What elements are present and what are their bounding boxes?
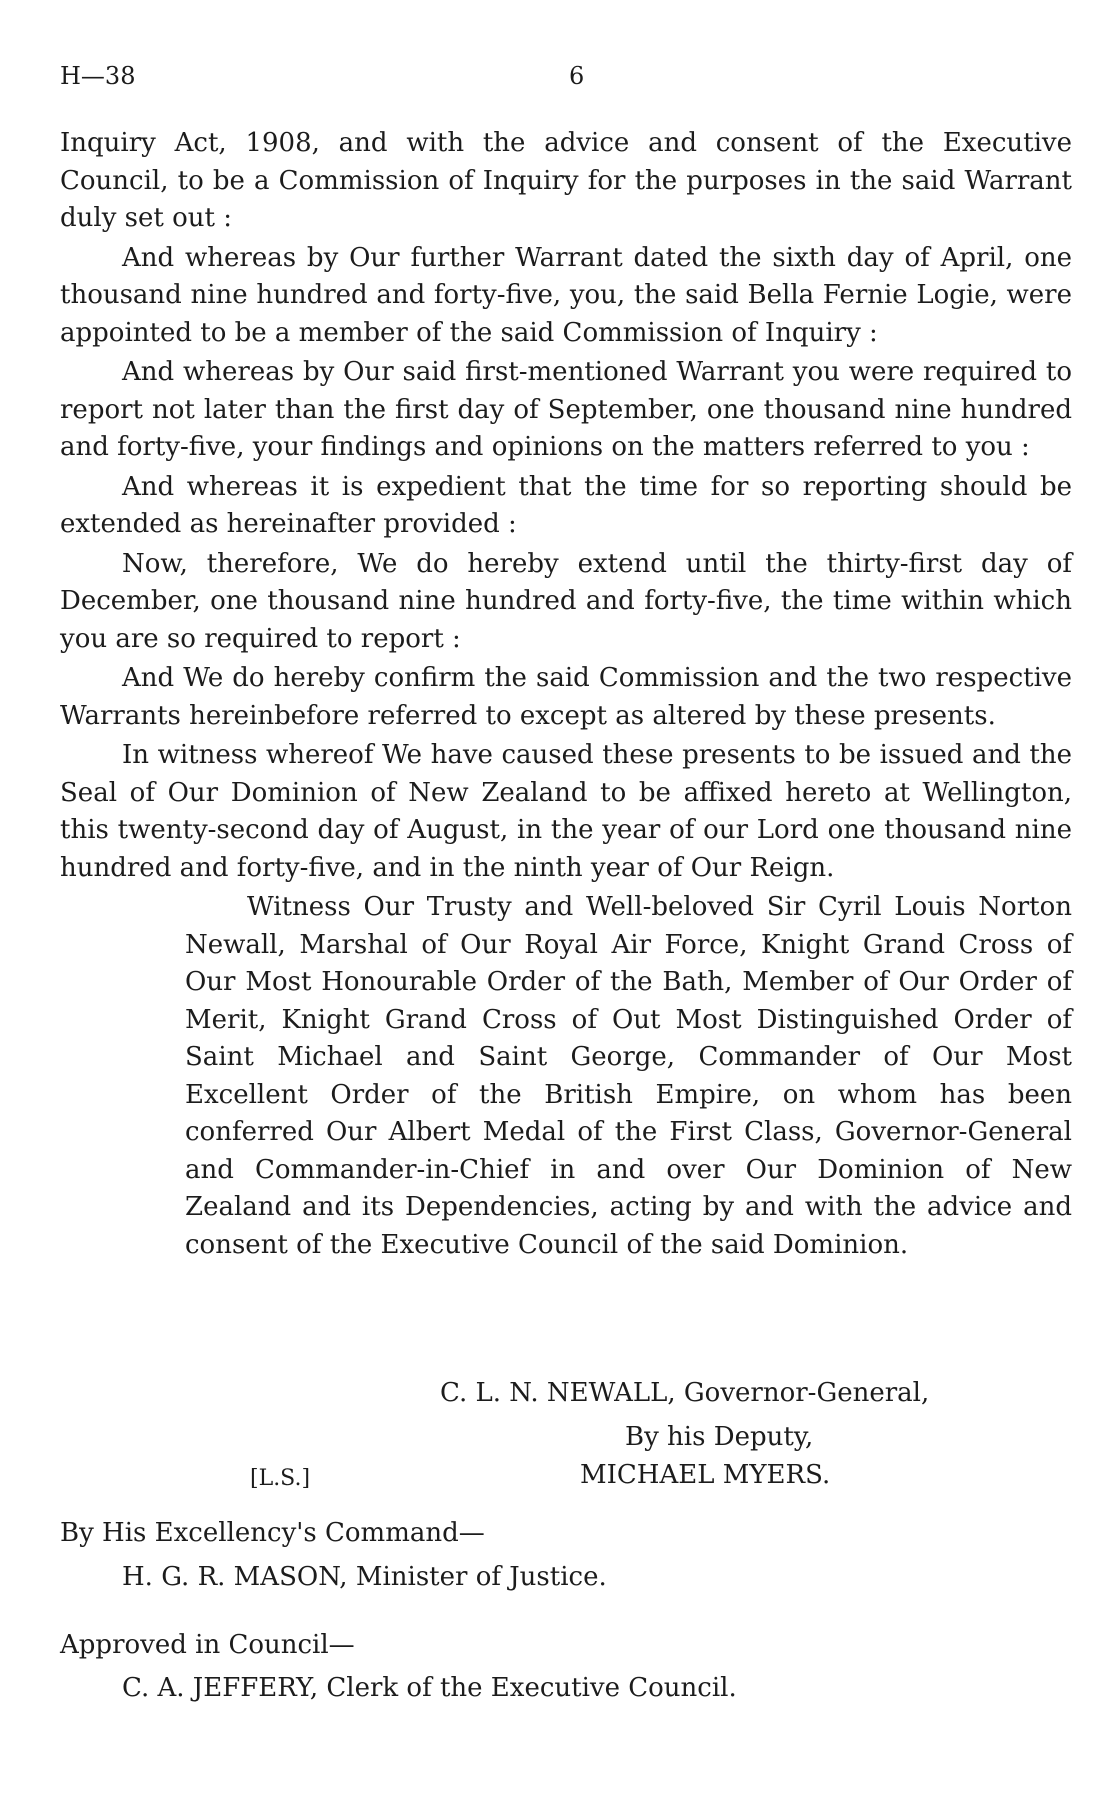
paragraph-7: In witness whereof We have caused these presents to be issued and the Seal of Our Dominion of New Zealand to be affixed hereto at Wellington, this twenty-second day of August, in the year of our Lord one thousand nine hundred and forty-five, and in the ninth year of Our Reign. <box>60 740 1072 883</box>
page-number: 6 <box>569 62 585 90</box>
deputy-name: MICHAEL MYERS. <box>580 1460 831 1490</box>
paragraph-2: And whereas by Our further Warrant dated the sixth day of April, one thousand nine hundred and forty-five, you, the said Bella Fernie Logie, were appointed to be a member of the said Commission of Inquiry : <box>60 242 1072 348</box>
approved-label: Approved in Council— <box>60 1630 355 1660</box>
witness-paragraph: Witness Our Trusty and Well-beloved Sir Cyril Louis Norton Newall, Marshal of Our Royal Air Force, Knight Grand Cross of Our Most Honourable Order of the Bath, Member of Our Order of Merit, Knight Grand Cross of Out Most Distinguished Order of Saint Michael and Saint George, Commander of Our Most Excellent Order of the British Empire, on whom has been conferred Our Albert Medal of the First Class, Governor-General and Commander-in-Chief in and over Our Dominion of New Zealand and its Dependencies, acting by and with the advice and consent of the Executive Council of the said Dominion. <box>185 892 1072 1260</box>
clerk-signature: C. A. JEFFERY, Clerk of the Executive Council. <box>122 1673 737 1703</box>
paragraph-5: Now, therefore, We do hereby extend until the thirty-first day of December, one thousand nine hundred and forty-five, the time within which you are so required to report : <box>60 548 1072 654</box>
paragraph-3: And whereas by Our said first-mentioned Warrant you were required to report not later than the first day of September, one thousand nine hundred and forty-five, your findings and opinions on the matters referred to you : <box>60 357 1072 462</box>
paragraph-1: Inquiry Act, 1908, and with the advice and consent of the Executive Council, to be a Commission of Inquiry for the purposes in the said Warrant duly set out : <box>60 128 1072 233</box>
document-reference: H—38 <box>60 62 136 90</box>
minister-signature: H. G. R. MASON, Minister of Justice. <box>122 1562 607 1592</box>
paragraph-4: And whereas it is expedient that the time for so reporting should be extended as hereinafter provided : <box>60 471 1072 539</box>
paragraph-6: And We do hereby confirm the said Commission and the two respective Warrants hereinbefore referred to except as altered by these presents. <box>60 663 1072 731</box>
proclamation-body <box>60 125 1072 1266</box>
seal-mark: [L.S.] <box>250 1466 311 1491</box>
governor-signature: C. L. N. NEWALL, Governor-General, <box>440 1378 930 1408</box>
command-label: By His Excellency's Command— <box>60 1518 485 1548</box>
by-deputy-line: By his Deputy, <box>625 1422 814 1452</box>
